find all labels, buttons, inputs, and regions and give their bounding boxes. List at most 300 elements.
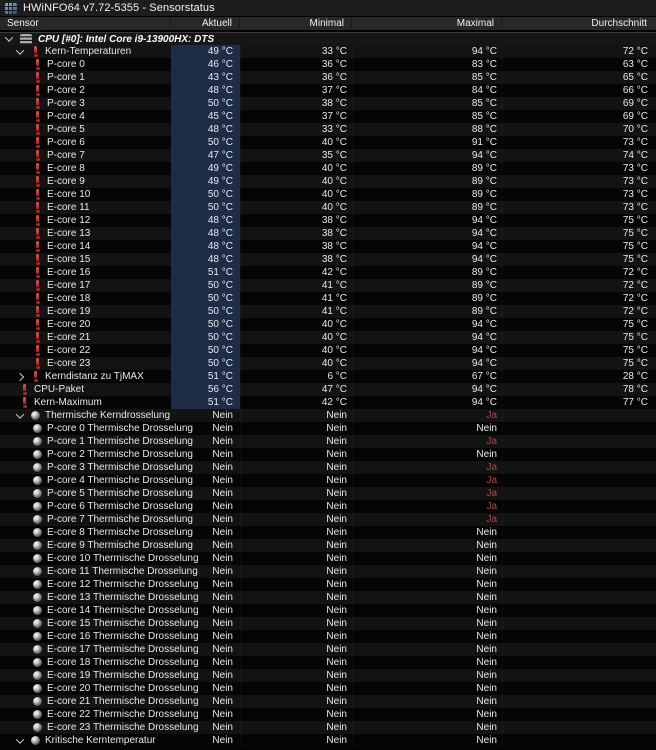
- value-aktuell: 50 °C: [171, 357, 240, 370]
- value-maximal: Ja: [352, 474, 502, 487]
- sensor-row[interactable]: [0, 162, 656, 175]
- sensor-row[interactable]: [0, 58, 656, 71]
- sensor-row[interactable]: [0, 474, 656, 487]
- value-durchschnitt: 72 °C: [502, 292, 656, 305]
- value-aktuell: 48 °C: [171, 227, 240, 240]
- sensor-label: Kern-Maximum: [34, 397, 102, 408]
- value-durchschnitt: 75 °C: [502, 214, 656, 227]
- thermometer-icon: [33, 59, 42, 70]
- chevron-right-icon[interactable]: [16, 372, 24, 380]
- sensor-name-cell: [0, 708, 199, 721]
- value-maximal: Nein: [352, 708, 502, 721]
- sensor-name-cell: [0, 721, 199, 734]
- sensor-label: E-core 20: [47, 319, 91, 330]
- sensor-name-cell: [0, 513, 193, 526]
- value-minimal: Nein: [240, 630, 352, 643]
- sensor-row[interactable]: [0, 591, 656, 604]
- sensor-name-cell: [0, 604, 199, 617]
- sensor-label: CPU-Paket: [34, 384, 85, 395]
- sensor-name-cell: [0, 370, 171, 383]
- value-maximal: Nein: [352, 734, 502, 747]
- sensor-row[interactable]: [0, 422, 656, 435]
- value-aktuell: Nein: [212, 631, 233, 642]
- thermometer-icon: [33, 163, 42, 174]
- sensor-row[interactable]: [0, 734, 656, 747]
- value-minimal: Nein: [240, 682, 352, 695]
- sensor-row[interactable]: [0, 344, 656, 357]
- value-minimal: Nein: [240, 461, 352, 474]
- value-maximal: 89 °C: [352, 266, 502, 279]
- value-minimal: Nein: [240, 422, 352, 435]
- sensor-label: P-core 1: [47, 72, 85, 83]
- value-maximal: 94 °C: [352, 318, 502, 331]
- sensor-label: Kritische Kerntemperatur: [45, 735, 156, 746]
- value-durchschnitt: 77 °C: [502, 396, 656, 409]
- value-durchschnitt: 73 °C: [502, 175, 656, 188]
- sensor-row[interactable]: [0, 656, 656, 669]
- value-minimal: Nein: [240, 708, 352, 721]
- sensor-label: P-core 0: [47, 59, 85, 70]
- sensor-name-cell: [0, 487, 193, 500]
- value-aktuell: Nein: [212, 514, 233, 525]
- thermometer-icon: [33, 189, 42, 200]
- value-aktuell: Nein: [212, 709, 233, 720]
- sensor-name-cell: [0, 357, 171, 370]
- value-minimal: 36 °C: [240, 71, 352, 84]
- sensor-row[interactable]: [0, 71, 656, 84]
- sensor-name-cell: [0, 71, 171, 84]
- sensor-name-cell: [0, 630, 199, 643]
- sensor-group-header-cpu[interactable]: [0, 32, 656, 45]
- sensor-name-cell: [0, 162, 171, 175]
- value-durchschnitt: 28 °C: [502, 370, 656, 383]
- value-aktuell: 48 °C: [171, 84, 240, 97]
- throttle-status-icon: [33, 684, 42, 693]
- value-durchschnitt: [502, 422, 656, 435]
- sensor-row[interactable]: [0, 97, 656, 110]
- value-durchschnitt: [502, 539, 656, 552]
- thermometer-icon: [33, 345, 42, 356]
- value-durchschnitt: 72 °C: [502, 266, 656, 279]
- value-maximal: Nein: [352, 422, 502, 435]
- value-durchschnitt: [502, 552, 656, 565]
- value-maximal: 83 °C: [352, 58, 502, 71]
- value-minimal: Nein: [240, 539, 352, 552]
- hwinfo-app-icon: [5, 3, 17, 14]
- sensor-name-cell: [0, 578, 199, 591]
- thermometer-icon: [33, 280, 42, 291]
- value-durchschnitt: [502, 734, 656, 747]
- value-maximal: 85 °C: [352, 71, 502, 84]
- value-maximal: Nein: [352, 643, 502, 656]
- value-minimal: 42 °C: [240, 396, 352, 409]
- sensor-label: E-core 22 Thermische Drosselung: [47, 709, 199, 720]
- value-maximal: Nein: [352, 604, 502, 617]
- sensor-row[interactable]: [0, 500, 656, 513]
- value-aktuell: Nein: [212, 501, 233, 512]
- value-aktuell: Nein: [212, 735, 233, 746]
- sensor-row[interactable]: [0, 279, 656, 292]
- column-header-durchschnitt[interactable]: Durchschnitt: [591, 18, 647, 29]
- value-durchschnitt: 63 °C: [502, 58, 656, 71]
- sensor-label: E-core 9 Thermische Drosselung: [47, 540, 193, 551]
- sensor-row[interactable]: [0, 45, 656, 58]
- value-minimal: Nein: [240, 513, 352, 526]
- value-aktuell: 50 °C: [171, 201, 240, 214]
- sensor-name-cell: [0, 188, 171, 201]
- sensor-row[interactable]: [0, 682, 656, 695]
- value-minimal: 40 °C: [240, 357, 352, 370]
- value-minimal: 38 °C: [240, 97, 352, 110]
- sensor-label: E-core 10 Thermische Drosselung: [47, 553, 199, 564]
- throttle-status-icon: [31, 411, 40, 420]
- value-durchschnitt: 73 °C: [502, 201, 656, 214]
- value-aktuell: Nein: [212, 527, 233, 538]
- sensor-row[interactable]: [0, 240, 656, 253]
- value-durchschnitt: 73 °C: [502, 136, 656, 149]
- throttle-status-icon: [33, 476, 42, 485]
- value-aktuell: 50 °C: [171, 188, 240, 201]
- sensor-label: E-core 16 Thermische Drosselung: [47, 631, 199, 642]
- value-maximal: 85 °C: [352, 110, 502, 123]
- sensor-name-cell: [0, 474, 193, 487]
- value-maximal: Ja: [352, 500, 502, 513]
- sensor-label: P-core 7 Thermische Drosselung: [47, 514, 193, 525]
- sensor-row[interactable]: [0, 513, 656, 526]
- thermometer-icon: [33, 228, 42, 239]
- sensor-label: E-core 14 Thermische Drosselung: [47, 605, 199, 616]
- value-minimal: 40 °C: [240, 331, 352, 344]
- sensor-name-cell: [0, 344, 171, 357]
- sensor-label: E-core 13: [47, 228, 91, 239]
- sensor-row[interactable]: [0, 201, 656, 214]
- sensor-name-cell: [0, 305, 171, 318]
- sensor-row[interactable]: [0, 552, 656, 565]
- throttle-status-icon: [33, 606, 42, 615]
- thermometer-icon: [31, 46, 40, 57]
- value-minimal: 38 °C: [240, 240, 352, 253]
- column-header-aktuell[interactable]: Aktuell: [171, 17, 240, 31]
- value-minimal: 35 °C: [240, 149, 352, 162]
- chevron-down-icon[interactable]: [16, 410, 24, 418]
- value-durchschnitt: [502, 682, 656, 695]
- value-aktuell: Nein: [212, 475, 233, 486]
- sensor-label: E-core 12 Thermische Drosselung: [47, 579, 199, 590]
- value-maximal: Nein: [352, 695, 502, 708]
- throttle-status-icon: [33, 528, 42, 537]
- sensor-label: E-core 18 Thermische Drosselung: [47, 657, 199, 668]
- throttle-status-icon: [33, 645, 42, 654]
- sensor-label: E-core 21 Thermische Drosselung: [47, 696, 199, 707]
- sensor-name-cell: [0, 461, 193, 474]
- sensor-row[interactable]: [0, 721, 656, 734]
- sensor-row[interactable]: [0, 175, 656, 188]
- value-maximal: 94 °C: [352, 214, 502, 227]
- value-durchschnitt: 70 °C: [502, 123, 656, 136]
- value-aktuell: Nein: [212, 423, 233, 434]
- sensor-row[interactable]: [0, 188, 656, 201]
- sensor-row[interactable]: [0, 110, 656, 123]
- throttle-status-icon: [33, 489, 42, 498]
- value-minimal: 33 °C: [240, 45, 352, 58]
- value-maximal: 94 °C: [352, 149, 502, 162]
- value-aktuell: Nein: [212, 722, 233, 733]
- thermometer-icon: [33, 358, 42, 369]
- value-maximal: Nein: [352, 669, 502, 682]
- sensor-row[interactable]: [0, 448, 656, 461]
- value-maximal: 94 °C: [352, 383, 502, 396]
- chevron-down-icon[interactable]: [16, 46, 24, 54]
- sensor-label: E-core 17: [47, 280, 91, 291]
- value-maximal: Nein: [352, 656, 502, 669]
- sensor-name-cell: [0, 240, 171, 253]
- sensor-name-cell: [0, 318, 171, 331]
- sensor-name-cell: [0, 695, 199, 708]
- sensor-row[interactable]: [0, 409, 656, 422]
- sensor-row[interactable]: [0, 383, 656, 396]
- sensor-name-cell: [0, 279, 171, 292]
- sensor-name-cell: [0, 292, 171, 305]
- sensor-name-cell: [0, 123, 171, 136]
- value-aktuell: Nein: [212, 618, 233, 629]
- value-maximal: Ja: [352, 487, 502, 500]
- value-durchschnitt: 72 °C: [502, 279, 656, 292]
- column-header-minimal[interactable]: Minimal: [240, 17, 352, 31]
- value-aktuell: Nein: [212, 579, 233, 590]
- value-minimal: Nein: [240, 435, 352, 448]
- value-maximal: 88 °C: [352, 123, 502, 136]
- sensor-row[interactable]: [0, 227, 656, 240]
- sensor-label: E-core 23 Thermische Drosselung: [47, 722, 199, 733]
- chevron-down-icon[interactable]: [5, 33, 13, 41]
- value-aktuell: Nein: [212, 436, 233, 447]
- throttle-status-icon: [33, 567, 42, 576]
- sensor-label: Kern-Temperaturen: [45, 46, 132, 57]
- value-durchschnitt: 72 °C: [502, 45, 656, 58]
- value-aktuell: 56 °C: [171, 383, 240, 396]
- value-durchschnitt: [502, 474, 656, 487]
- value-maximal: Nein: [352, 630, 502, 643]
- value-minimal: Nein: [240, 617, 352, 630]
- throttle-status-icon: [33, 593, 42, 602]
- thermometer-icon: [33, 85, 42, 96]
- sensor-row[interactable]: [0, 630, 656, 643]
- value-maximal: 91 °C: [352, 136, 502, 149]
- sensor-name-cell: [0, 331, 171, 344]
- value-durchschnitt: [502, 695, 656, 708]
- value-durchschnitt: [502, 487, 656, 500]
- sensor-label: E-core 8 Thermische Drosselung: [47, 527, 193, 538]
- sensor-label: P-core 6 Thermische Drosselung: [47, 501, 193, 512]
- sensor-row[interactable]: [0, 643, 656, 656]
- sensor-row[interactable]: [0, 84, 656, 97]
- sensor-name-cell: [0, 266, 171, 279]
- value-durchschnitt: [502, 565, 656, 578]
- value-maximal: Nein: [352, 721, 502, 734]
- sensor-row[interactable]: [0, 487, 656, 500]
- value-minimal: 40 °C: [240, 201, 352, 214]
- sensor-row[interactable]: [0, 357, 656, 370]
- column-header-sensor[interactable]: Sensor: [0, 17, 171, 31]
- sensor-label: P-core 4 Thermische Drosselung: [47, 475, 193, 486]
- value-maximal: 89 °C: [352, 175, 502, 188]
- throttle-status-icon: [33, 502, 42, 511]
- value-maximal: 94 °C: [352, 253, 502, 266]
- sensor-name-cell: [0, 617, 199, 630]
- sensor-label: P-core 2 Thermische Drosselung: [47, 449, 193, 460]
- sensor-row[interactable]: [0, 617, 656, 630]
- value-aktuell: Nein: [212, 683, 233, 694]
- sensor-label: P-core 1 Thermische Drosselung: [47, 436, 193, 447]
- sensor-name-cell: [0, 591, 199, 604]
- value-durchschnitt: 69 °C: [502, 110, 656, 123]
- thermometer-icon: [33, 137, 42, 148]
- value-minimal: 40 °C: [240, 162, 352, 175]
- sensor-label: P-core 3 Thermische Drosselung: [47, 462, 193, 473]
- value-minimal: 38 °C: [240, 214, 352, 227]
- value-maximal: 84 °C: [352, 84, 502, 97]
- value-maximal: 94 °C: [352, 240, 502, 253]
- sensor-name-cell: [0, 227, 171, 240]
- sensor-label: E-core 18: [47, 293, 91, 304]
- sensor-name-cell: [0, 149, 171, 162]
- value-minimal: Nein: [240, 695, 352, 708]
- thermometer-icon: [33, 215, 42, 226]
- sensor-row[interactable]: [0, 318, 656, 331]
- sensor-row[interactable]: [0, 526, 656, 539]
- sensor-row[interactable]: [0, 396, 656, 409]
- value-maximal: Nein: [352, 682, 502, 695]
- thermometer-icon: [33, 254, 42, 265]
- sensor-row[interactable]: [0, 305, 656, 318]
- value-minimal: Nein: [240, 604, 352, 617]
- thermometer-icon: [33, 241, 42, 252]
- sensor-row[interactable]: [0, 578, 656, 591]
- sensor-name-cell: [0, 58, 171, 71]
- value-durchschnitt: 75 °C: [502, 227, 656, 240]
- value-aktuell: 43 °C: [171, 71, 240, 84]
- value-minimal: 40 °C: [240, 175, 352, 188]
- sensor-row[interactable]: [0, 565, 656, 578]
- sensor-row[interactable]: [0, 461, 656, 474]
- value-minimal: 41 °C: [240, 279, 352, 292]
- value-aktuell: 50 °C: [171, 136, 240, 149]
- value-minimal: 47 °C: [240, 383, 352, 396]
- value-aktuell: Nein: [212, 449, 233, 460]
- value-maximal: 94 °C: [352, 45, 502, 58]
- sensor-row[interactable]: [0, 253, 656, 266]
- sensor-row[interactable]: [0, 708, 656, 721]
- value-durchschnitt: [502, 461, 656, 474]
- sensor-label: E-core 11 Thermische Drosselung: [47, 566, 198, 577]
- value-aktuell: Nein: [212, 592, 233, 603]
- sensor-row[interactable]: [0, 695, 656, 708]
- value-maximal: 89 °C: [352, 201, 502, 214]
- thermometer-icon: [33, 202, 42, 213]
- value-aktuell: 48 °C: [171, 253, 240, 266]
- throttle-status-icon: [33, 580, 42, 589]
- value-minimal: Nein: [240, 409, 352, 422]
- value-aktuell: 49 °C: [171, 162, 240, 175]
- value-durchschnitt: [502, 643, 656, 656]
- sensor-row[interactable]: [0, 604, 656, 617]
- sensor-name-cell: [0, 422, 193, 435]
- value-durchschnitt: [502, 591, 656, 604]
- sensor-row[interactable]: [0, 136, 656, 149]
- sensor-label: E-core 19: [47, 306, 91, 317]
- thermometer-icon: [33, 150, 42, 161]
- value-maximal: Nein: [352, 617, 502, 630]
- sensor-name-cell: [0, 643, 199, 656]
- throttle-status-icon: [33, 619, 42, 628]
- sensor-name-cell: [0, 448, 193, 461]
- sensor-row[interactable]: [0, 539, 656, 552]
- value-aktuell: Nein: [212, 540, 233, 551]
- sensor-row[interactable]: [0, 214, 656, 227]
- sensor-label: E-core 8: [47, 163, 85, 174]
- value-aktuell: 50 °C: [171, 318, 240, 331]
- value-minimal: 42 °C: [240, 266, 352, 279]
- sensor-name-cell: [0, 552, 199, 565]
- value-aktuell: Nein: [212, 657, 233, 668]
- thermometer-icon: [33, 176, 42, 187]
- throttle-status-icon: [33, 632, 42, 641]
- throttle-status-icon: [33, 723, 42, 732]
- value-aktuell: 51 °C: [171, 370, 240, 383]
- sensor-row[interactable]: [0, 292, 656, 305]
- sensor-name-cell: [0, 734, 171, 747]
- sensor-label: E-core 21: [47, 332, 91, 343]
- thermometer-icon: [33, 332, 42, 343]
- sensor-label: E-core 20 Thermische Drosselung: [47, 683, 199, 694]
- throttle-status-icon: [33, 515, 42, 524]
- value-maximal: Nein: [352, 565, 502, 578]
- sensor-row[interactable]: [0, 370, 656, 383]
- throttle-status-icon: [33, 541, 42, 550]
- value-durchschnitt: [502, 708, 656, 721]
- value-maximal: 89 °C: [352, 162, 502, 175]
- sensor-row[interactable]: [0, 266, 656, 279]
- value-aktuell: 51 °C: [171, 266, 240, 279]
- sensor-row[interactable]: [0, 669, 656, 682]
- column-header-maximal[interactable]: Maximal: [352, 17, 502, 31]
- value-minimal: 37 °C: [240, 84, 352, 97]
- sensor-label: E-core 22: [47, 345, 91, 356]
- thermometer-icon: [33, 72, 42, 83]
- chevron-down-icon[interactable]: [16, 735, 24, 743]
- sensor-row[interactable]: [0, 435, 656, 448]
- sensor-label: E-core 9: [47, 176, 85, 187]
- value-minimal: Nein: [240, 643, 352, 656]
- thermometer-icon: [33, 111, 42, 122]
- sensor-row[interactable]: [0, 149, 656, 162]
- column-header-row: [0, 17, 656, 32]
- sensor-name-cell: [0, 526, 193, 539]
- sensor-label: E-core 12: [47, 215, 91, 226]
- sensor-name-cell: [0, 656, 199, 669]
- sensor-row[interactable]: [0, 123, 656, 136]
- title-bar: [0, 0, 656, 17]
- sensor-row[interactable]: [0, 331, 656, 344]
- value-durchschnitt: 66 °C: [502, 84, 656, 97]
- value-minimal: 33 °C: [240, 123, 352, 136]
- sensor-name-cell: [0, 669, 199, 682]
- value-minimal: Nein: [240, 656, 352, 669]
- sensor-label: P-core 5: [47, 124, 85, 135]
- value-maximal: 94 °C: [352, 331, 502, 344]
- value-minimal: 41 °C: [240, 292, 352, 305]
- sensor-label: P-core 5 Thermische Drosselung: [47, 488, 193, 499]
